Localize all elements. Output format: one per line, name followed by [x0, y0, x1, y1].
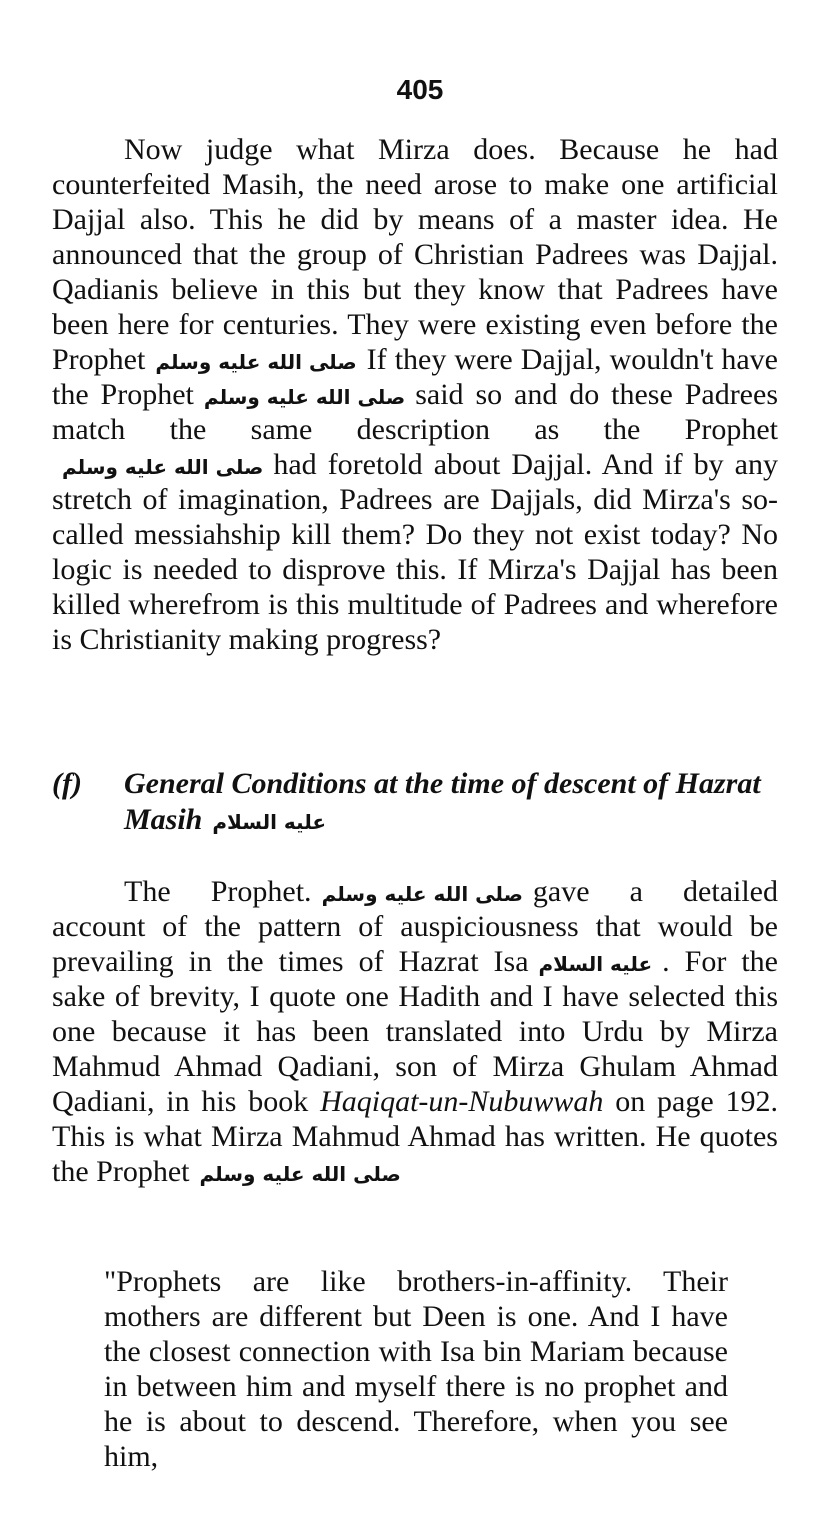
salutation-honorific: صلى الله عليه وسلم — [155, 350, 357, 375]
book-title: Haqiqat-un-Nubuwwah — [320, 1085, 604, 1118]
paragraph-1-text-b: If they were Dajjal, wouldn't have the Prophet — [52, 343, 778, 411]
paragraph-2-text-d: on page 192. This is what Mirza Mahmud Ahmad has written. He quotes the Prophet — [52, 1085, 778, 1188]
body-paragraph-1 — [52, 132, 778, 657]
paragraph-1-text-c: said so and do these Padrees match the same description as the Prophet — [52, 378, 778, 446]
hadith-quote: "Prophets are like brothers-in-affinity. Their mothers are different but Deen is one. And I have the closest connection with Isa bin Mariam because in between him and myself there is no prophet and he is about to descend. Therefore, when you see him, — [104, 1265, 728, 1473]
paragraph-2-text-c: . For the sake of brevity, I quote one Hadith and I have selected this one because it has been translated into Urdu by Mirza Mahmud Ahmad Qadiani, son of Mirza Ghulam Ahmad Qadiani, in his book — [52, 945, 778, 1118]
paragraph-2-text-a: The Prophet. — [124, 875, 312, 908]
page-number: 405 — [396, 74, 444, 105]
section-marker: (f) — [52, 767, 82, 800]
section-heading — [52, 766, 782, 838]
paragraph-1-text-a: Now judge what Mirza does. Because he had counterfeited Masih, the need arose to make one artificial Dajjal also. This he did by means of a master idea. He announced that the group of Christian Padrees was Dajjal. Qadianis believe in this but they know that Padrees have been here for centuries. They were existing even before the Prophet — [52, 133, 778, 376]
body-paragraph-2 — [52, 874, 778, 1189]
salutation-honorific: صلى الله عليه وسلم — [321, 882, 523, 907]
salutation-honorific: صلى الله عليه وسلم — [62, 455, 264, 480]
paragraph-1-text-d: had foretold about Dajjal. And if by any stretch of imagination, Padrees are Dajjals, did Mirza's so-called messiahship kill them? Do they not exist today? No logic is needed to disprove this. If Mirza's Dajjal has been killed wherefrom is this multitude of Padrees and wherefore is Christianity making progress? — [52, 448, 778, 656]
salutation-honorific: صلى الله عليه وسلم — [199, 1162, 401, 1187]
paragraph-2-text-b: gave a detailed account of the pattern of auspiciousness that would be prevailing in the times of Hazrat Isa — [52, 875, 778, 978]
peace-honorific: عليه السلام — [212, 810, 327, 835]
peace-honorific: عليه السلام — [538, 952, 653, 977]
salutation-honorific: صلى الله عليه وسلم — [203, 385, 406, 410]
section-heading-text: General Conditions at the time of descent of Hazrat Masih — [124, 767, 761, 836]
